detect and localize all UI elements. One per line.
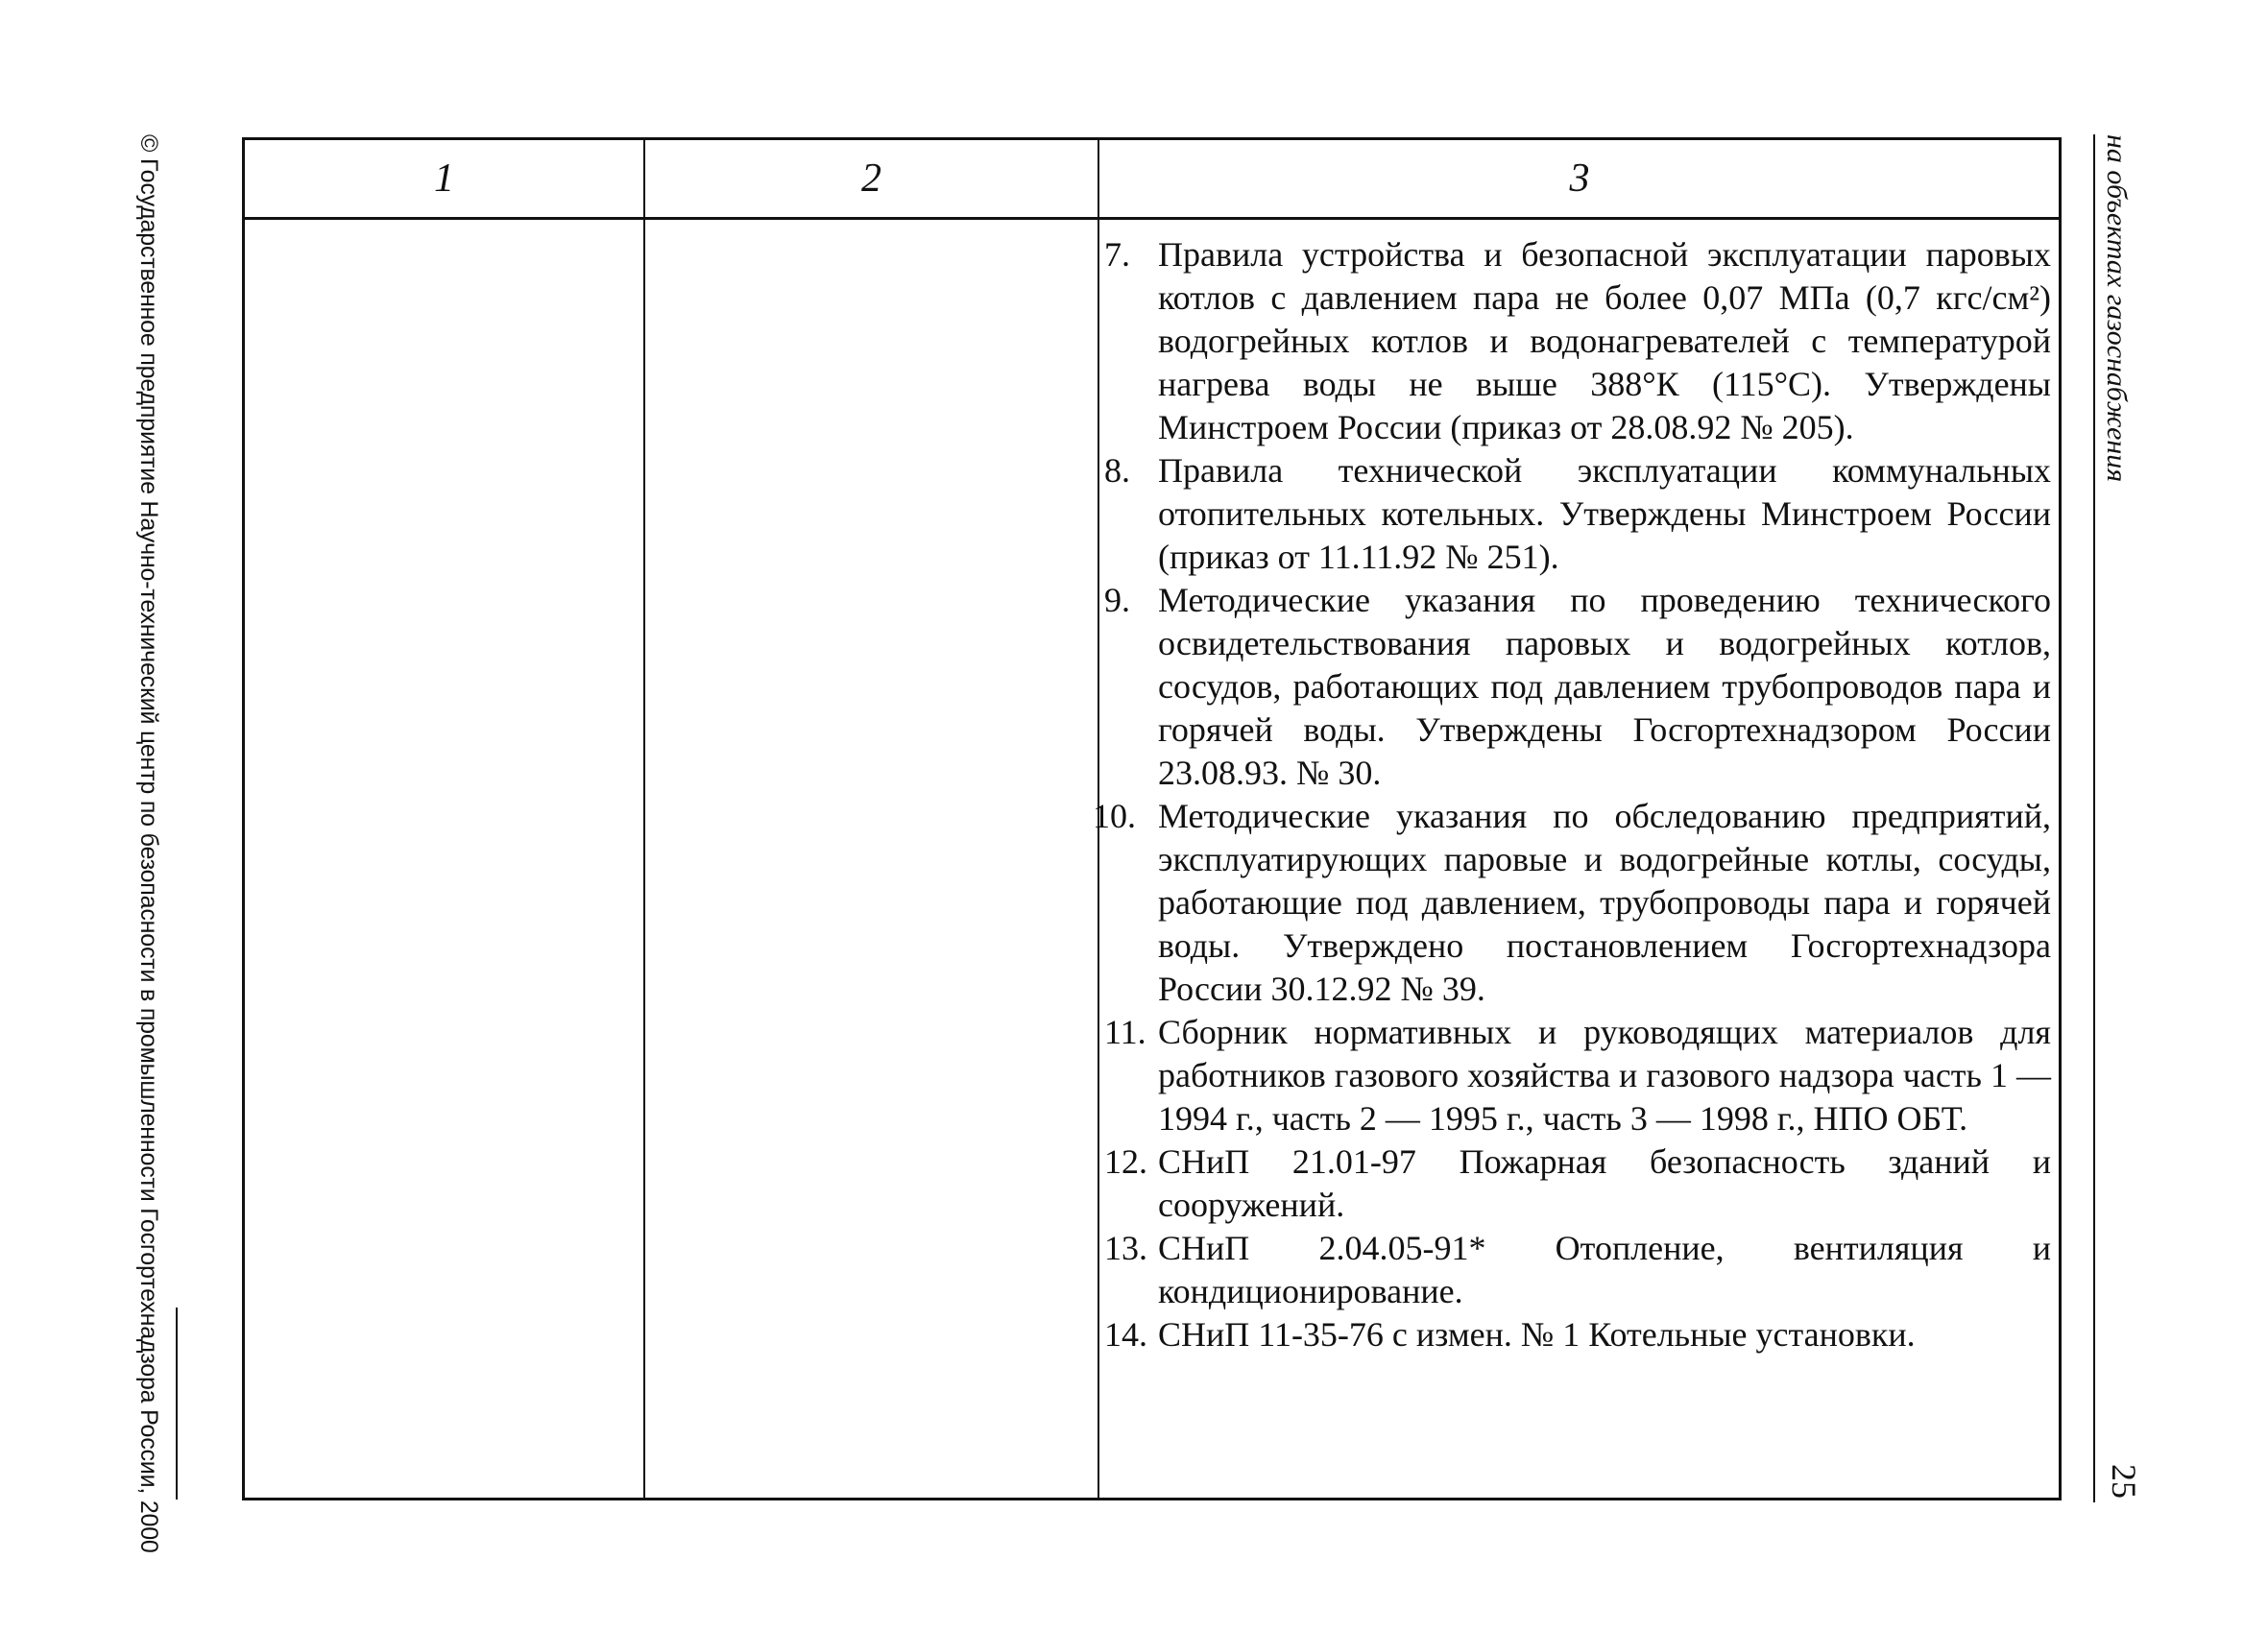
list-item-text: Правила устройства и безопасной эксплуатации паровых котлов с давлением пара не более 0,07 МПа (0,7 кгс/см²) водогрейных котлов и водонагревателей с температурой нагрева воды не выше 388°К (115°С). Утверждены Минстроем России (приказ от 28.08.92 № 205). (1158, 235, 2051, 446)
list-item-text: СНиП 11-35-76 с измен. № 1 Котельные установки. (1158, 1315, 1916, 1354)
column-header-2: 2 (861, 156, 881, 201)
list-item-number: 12. (1104, 1142, 1147, 1181)
left-margin-rule (176, 1308, 178, 1500)
left-margin (132, 134, 166, 1553)
list-item-number: 10. (1093, 797, 1136, 835)
list-item (1104, 449, 2051, 579)
page-number-text: 25 (2105, 1464, 2143, 1499)
list-item-text: СНиП 2.04.05-91* Отопление, вентиляция и кондиционирование. (1158, 1229, 2051, 1310)
list-item (1093, 795, 2051, 1011)
list-item (1104, 1011, 2051, 1140)
list-item-text: Методические указания по проведению технического освидетельствования паровых и водогрейных котлов, сосудов, работающих под давлением трубопроводов пара и горячей воды. Утверждены Госгортехнадзором России 23.08.93. № 30. (1158, 581, 2051, 792)
list-item-number: 11. (1104, 1013, 1146, 1051)
list-item (1104, 233, 2051, 449)
column-divider-1 (643, 140, 645, 1498)
copyright-line: © Государственное предприятие Научно-технический центр по безопасности в промышленности Госгортехнадзора России, 2000 (135, 134, 162, 1553)
list-item-number: 7. (1104, 235, 1130, 274)
header-rule (245, 217, 2059, 220)
list-item-text: Правила технической эксплуатации коммунальных отопительных котельных. Утверждены Минстроем России (приказ от 11.11.92 № 251). (1158, 451, 2051, 576)
regulations-table (242, 137, 2062, 1500)
regulation-list (1093, 233, 2051, 1356)
right-margin (2095, 134, 2143, 1507)
page-number (2103, 1464, 2145, 1506)
list-item (1104, 1313, 2051, 1356)
running-head: на объектах газоснабжения (2101, 134, 2133, 483)
column-header-3: 3 (1569, 156, 1590, 201)
list-item-number: 8. (1104, 451, 1130, 490)
list-item-number: 9. (1104, 581, 1130, 619)
list-item-text: Сборник нормативных и руководящих материалов для работников газового хозяйства и газового надзора часть 1 — 1994 г., часть 2 — 1995 г., часть 3 — 1998 г., НПО ОБТ. (1158, 1013, 2051, 1138)
list-item-text: Методические указания по обследованию предприятий, эксплуатирующих паровые и водогрейные котлы, сосуды, работающие под давлением, трубопроводы пара и горячей воды. Утверждено постановлением Госгортехнадзора России 30.12.92 № 39. (1158, 797, 2051, 1008)
list-item-number: 13. (1104, 1229, 1147, 1267)
column-header-1: 1 (434, 156, 454, 201)
list-item-text: СНиП 21.01-97 Пожарная безопасность зданий и сооружений. (1158, 1142, 2051, 1224)
list-item-number: 14. (1104, 1315, 1147, 1354)
list-item (1104, 1140, 2051, 1227)
list-item (1104, 579, 2051, 795)
list-item (1104, 1227, 2051, 1313)
